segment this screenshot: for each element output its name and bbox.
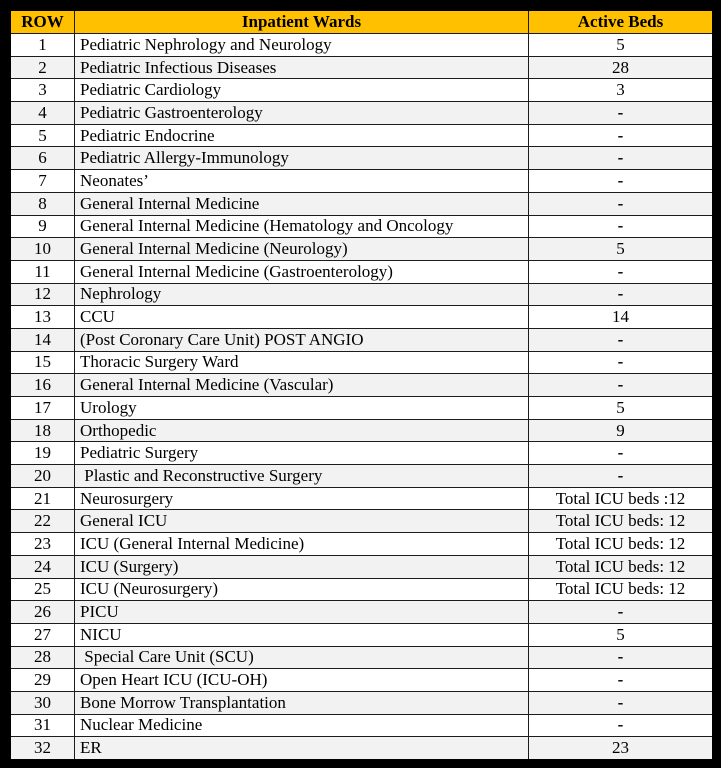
- active-beds-cell: -: [529, 124, 714, 147]
- row-number-cell: 18: [10, 419, 75, 442]
- ward-name-cell: General Internal Medicine (Neurology): [75, 238, 529, 261]
- ward-name-cell: Urology: [75, 397, 529, 420]
- column-header-beds: Active Beds: [529, 10, 714, 34]
- ward-name-cell: Pediatric Cardiology: [75, 79, 529, 102]
- row-number-cell: 16: [10, 374, 75, 397]
- ward-name-cell: Pediatric Endocrine: [75, 124, 529, 147]
- table-row: [10, 397, 714, 420]
- row-number-cell: 12: [10, 283, 75, 306]
- row-number-cell: 3: [10, 79, 75, 102]
- active-beds-cell: Total ICU beds :12: [529, 487, 714, 510]
- row-number-cell: 22: [10, 510, 75, 533]
- table-row: [10, 192, 714, 215]
- table-row: [10, 714, 714, 737]
- row-number-cell: 14: [10, 328, 75, 351]
- active-beds-cell: -: [529, 442, 714, 465]
- ward-name-cell: Nephrology: [75, 283, 529, 306]
- active-beds-cell: -: [529, 328, 714, 351]
- ward-name-cell: General Internal Medicine (Gastroenterology): [75, 260, 529, 283]
- ward-name-cell: General ICU: [75, 510, 529, 533]
- row-number-cell: 30: [10, 691, 75, 714]
- row-number-cell: 13: [10, 306, 75, 329]
- row-number-cell: 10: [10, 238, 75, 261]
- table-row: [10, 102, 714, 125]
- table-row: [10, 124, 714, 147]
- active-beds-cell: 5: [529, 34, 714, 57]
- table-row: [10, 34, 714, 57]
- active-beds-cell: Total ICU beds: 12: [529, 555, 714, 578]
- ward-name-cell: Open Heart ICU (ICU-OH): [75, 669, 529, 692]
- row-number-cell: 20: [10, 465, 75, 488]
- row-number-cell: 27: [10, 623, 75, 646]
- row-number-cell: 1: [10, 34, 75, 57]
- active-beds-cell: 5: [529, 238, 714, 261]
- table-row: [10, 578, 714, 601]
- ward-name-cell: CCU: [75, 306, 529, 329]
- inpatient-wards-table: [8, 8, 715, 762]
- active-beds-cell: 3: [529, 79, 714, 102]
- table-row: [10, 283, 714, 306]
- row-number-cell: 24: [10, 555, 75, 578]
- active-beds-cell: -: [529, 283, 714, 306]
- row-number-cell: 2: [10, 56, 75, 79]
- ward-name-cell: Orthopedic: [75, 419, 529, 442]
- header-row: [10, 10, 714, 34]
- table-row: [10, 442, 714, 465]
- active-beds-cell: -: [529, 669, 714, 692]
- active-beds-cell: -: [529, 192, 714, 215]
- ward-name-cell: PICU: [75, 601, 529, 624]
- row-number-cell: 32: [10, 737, 75, 761]
- ward-name-cell: Pediatric Gastroenterology: [75, 102, 529, 125]
- table-row: [10, 623, 714, 646]
- column-header-row: ROW: [10, 10, 75, 34]
- table-row: [10, 260, 714, 283]
- row-number-cell: 19: [10, 442, 75, 465]
- row-number-cell: 7: [10, 170, 75, 193]
- active-beds-cell: -: [529, 465, 714, 488]
- ward-name-cell: Pediatric Nephrology and Neurology: [75, 34, 529, 57]
- table-row: [10, 465, 714, 488]
- table-row: [10, 374, 714, 397]
- ward-name-cell: General Internal Medicine (Hematology and Oncology: [75, 215, 529, 238]
- table-row: [10, 56, 714, 79]
- table-row: [10, 215, 714, 238]
- table-row: [10, 487, 714, 510]
- table-row: [10, 147, 714, 170]
- ward-name-cell: Special Care Unit (SCU): [75, 646, 529, 669]
- table-row: [10, 328, 714, 351]
- row-number-cell: 15: [10, 351, 75, 374]
- active-beds-cell: -: [529, 374, 714, 397]
- row-number-cell: 23: [10, 533, 75, 556]
- table-row: [10, 79, 714, 102]
- ward-name-cell: (Post Coronary Care Unit) POST ANGIO: [75, 328, 529, 351]
- row-number-cell: 9: [10, 215, 75, 238]
- table-row: [10, 601, 714, 624]
- table-row: [10, 669, 714, 692]
- active-beds-cell: Total ICU beds: 12: [529, 510, 714, 533]
- table-body: [10, 34, 714, 761]
- ward-name-cell: NICU: [75, 623, 529, 646]
- active-beds-cell: 28: [529, 56, 714, 79]
- row-number-cell: 29: [10, 669, 75, 692]
- ward-name-cell: ICU (General Internal Medicine): [75, 533, 529, 556]
- active-beds-cell: Total ICU beds: 12: [529, 533, 714, 556]
- ward-name-cell: Plastic and Reconstructive Surgery: [75, 465, 529, 488]
- table-row: [10, 555, 714, 578]
- table-row: [10, 419, 714, 442]
- ward-name-cell: ER: [75, 737, 529, 761]
- active-beds-cell: 5: [529, 623, 714, 646]
- row-number-cell: 6: [10, 147, 75, 170]
- table-row: [10, 238, 714, 261]
- ward-name-cell: Nuclear Medicine: [75, 714, 529, 737]
- ward-name-cell: Pediatric Infectious Diseases: [75, 56, 529, 79]
- active-beds-cell: -: [529, 170, 714, 193]
- table-row: [10, 306, 714, 329]
- ward-name-cell: General Internal Medicine: [75, 192, 529, 215]
- table-row: [10, 737, 714, 761]
- ward-name-cell: Neonates’: [75, 170, 529, 193]
- active-beds-cell: 5: [529, 397, 714, 420]
- table-row: [10, 646, 714, 669]
- active-beds-cell: -: [529, 147, 714, 170]
- column-header-wards: Inpatient Wards: [75, 10, 529, 34]
- ward-name-cell: Pediatric Surgery: [75, 442, 529, 465]
- ward-name-cell: ICU (Neurosurgery): [75, 578, 529, 601]
- row-number-cell: 5: [10, 124, 75, 147]
- active-beds-cell: -: [529, 714, 714, 737]
- row-number-cell: 4: [10, 102, 75, 125]
- ward-name-cell: Thoracic Surgery Ward: [75, 351, 529, 374]
- ward-name-cell: Bone Morrow Transplantation: [75, 691, 529, 714]
- table-row: [10, 510, 714, 533]
- active-beds-cell: -: [529, 351, 714, 374]
- active-beds-cell: -: [529, 215, 714, 238]
- active-beds-cell: -: [529, 646, 714, 669]
- table-row: [10, 351, 714, 374]
- active-beds-cell: 9: [529, 419, 714, 442]
- row-number-cell: 31: [10, 714, 75, 737]
- ward-name-cell: ICU (Surgery): [75, 555, 529, 578]
- table-row: [10, 170, 714, 193]
- row-number-cell: 11: [10, 260, 75, 283]
- row-number-cell: 8: [10, 192, 75, 215]
- ward-name-cell: Neurosurgery: [75, 487, 529, 510]
- table-row: [10, 691, 714, 714]
- row-number-cell: 26: [10, 601, 75, 624]
- active-beds-cell: -: [529, 102, 714, 125]
- ward-name-cell: Pediatric Allergy-Immunology: [75, 147, 529, 170]
- active-beds-cell: Total ICU beds: 12: [529, 578, 714, 601]
- row-number-cell: 17: [10, 397, 75, 420]
- active-beds-cell: -: [529, 691, 714, 714]
- table-row: [10, 533, 714, 556]
- active-beds-cell: -: [529, 260, 714, 283]
- active-beds-cell: -: [529, 601, 714, 624]
- ward-name-cell: General Internal Medicine (Vascular): [75, 374, 529, 397]
- row-number-cell: 28: [10, 646, 75, 669]
- row-number-cell: 21: [10, 487, 75, 510]
- active-beds-cell: 14: [529, 306, 714, 329]
- row-number-cell: 25: [10, 578, 75, 601]
- active-beds-cell: 23: [529, 737, 714, 761]
